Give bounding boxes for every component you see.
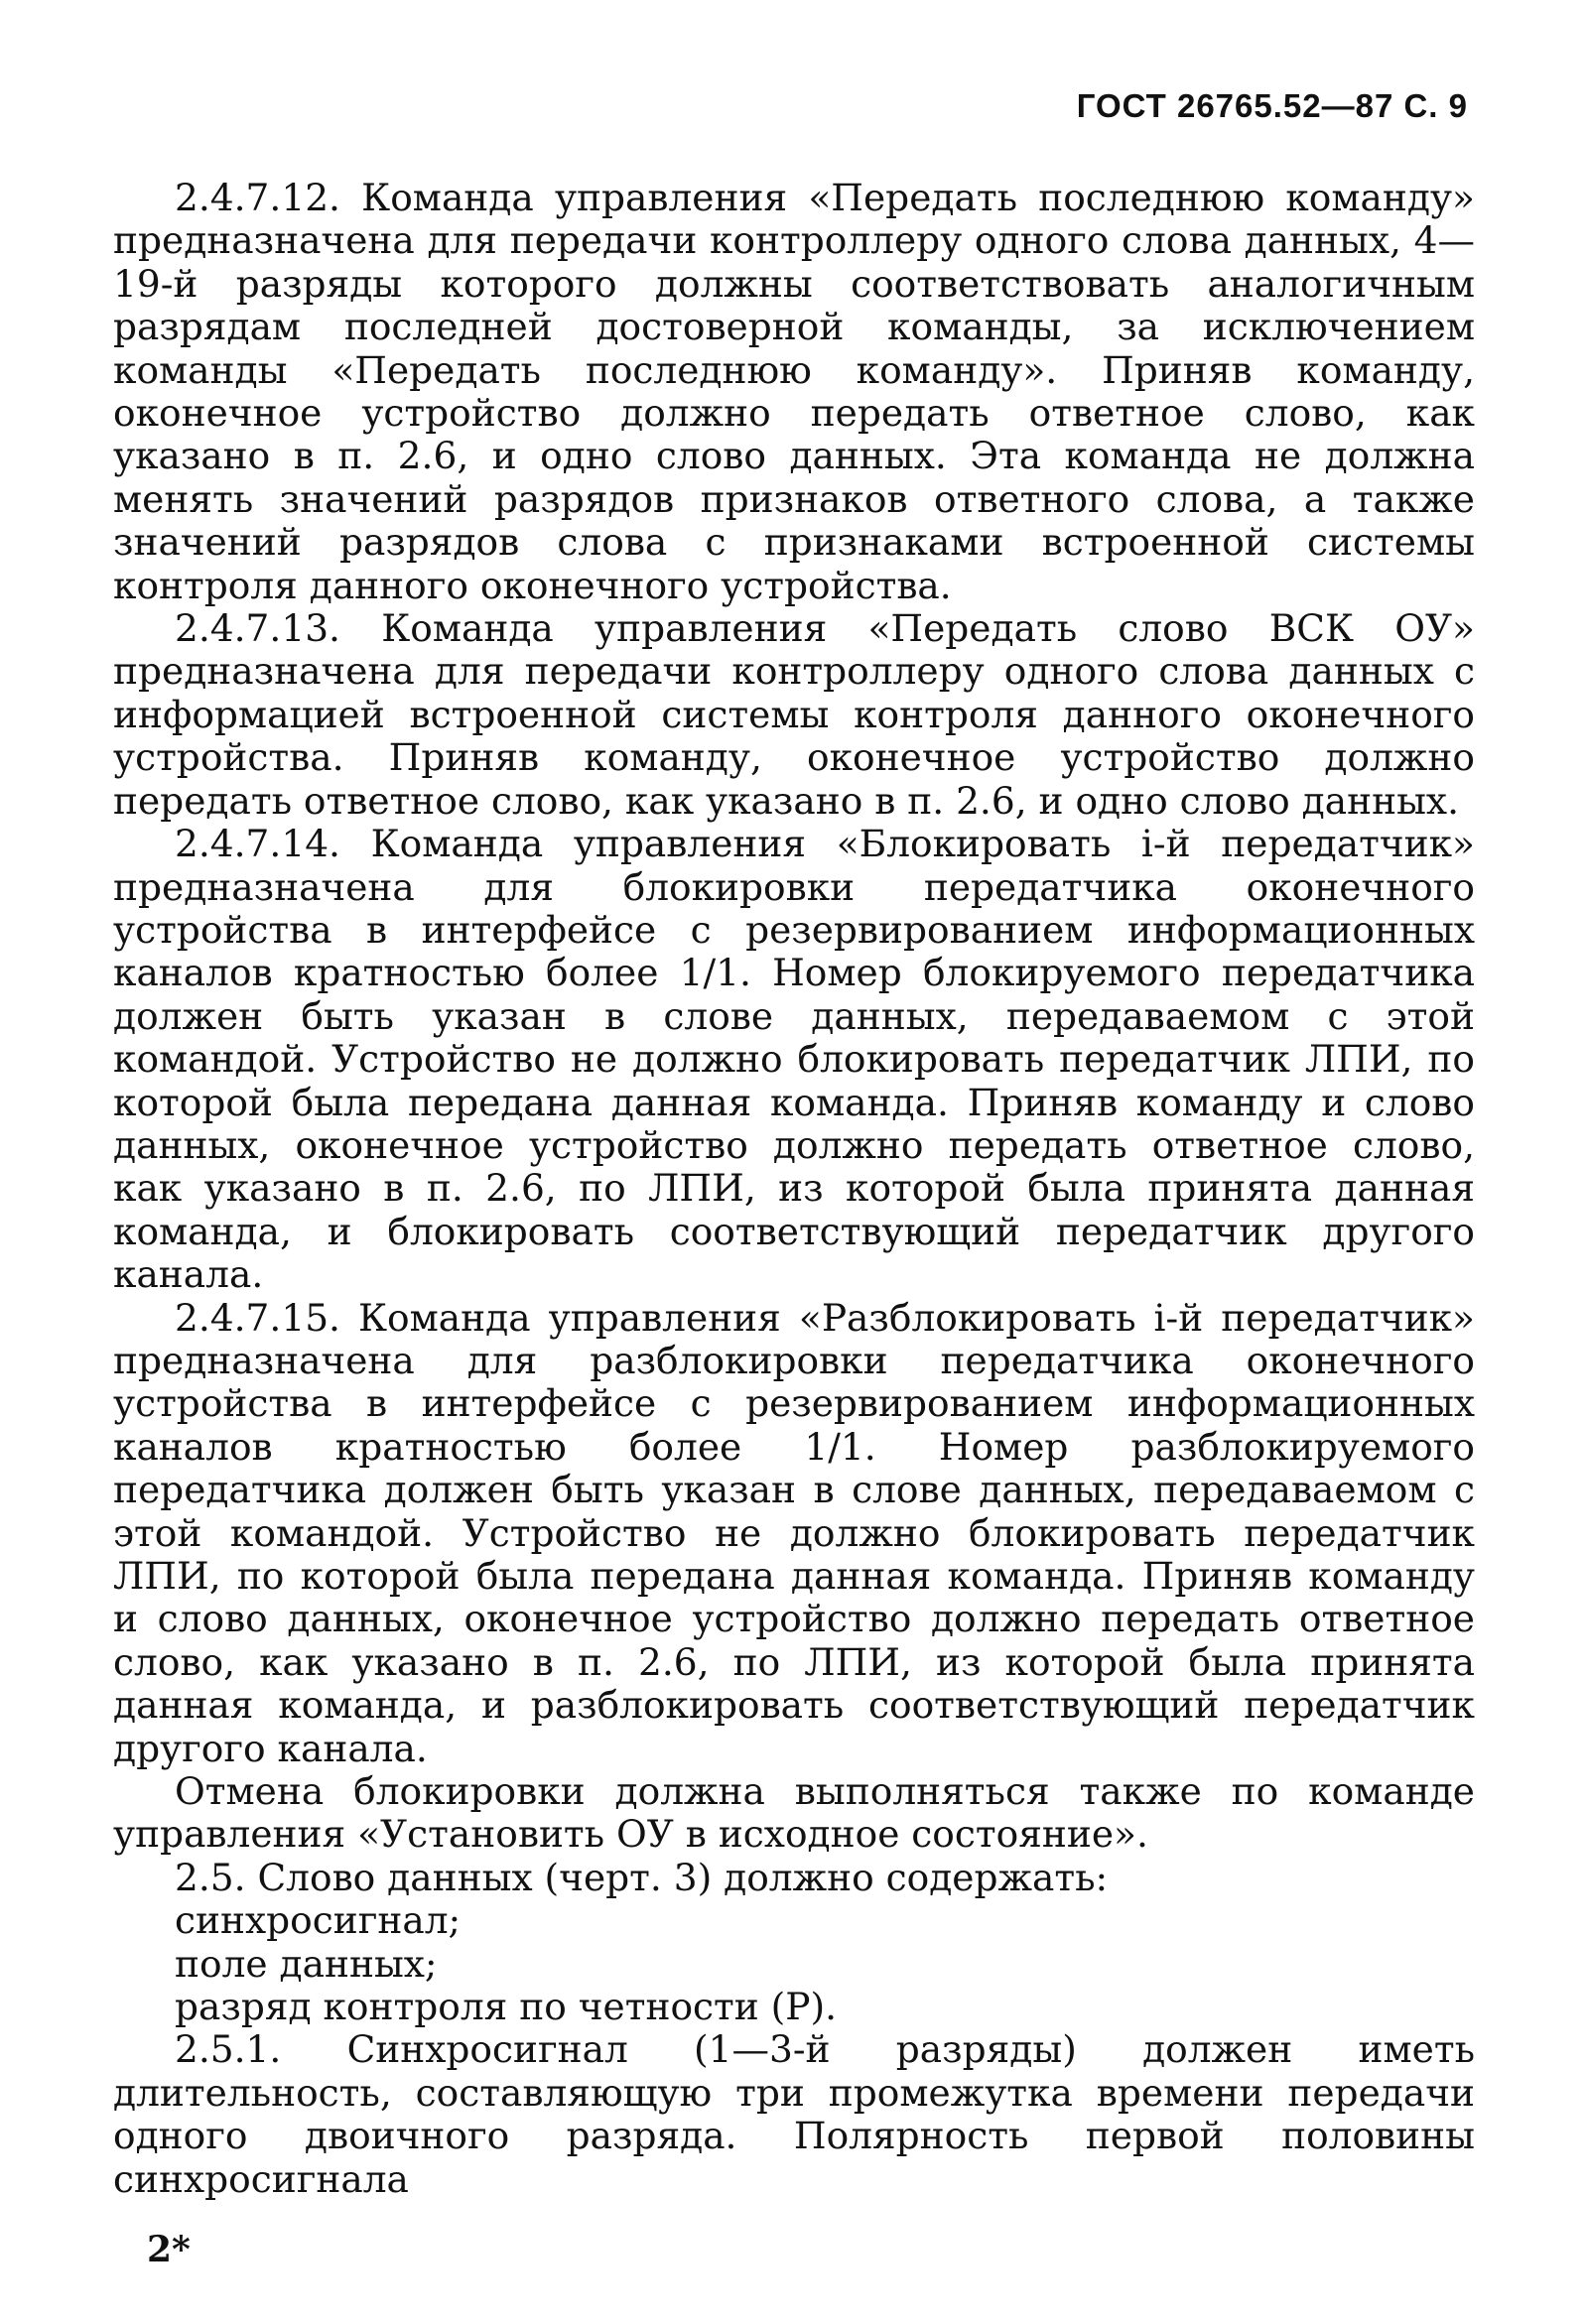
paragraph-2-4-7-13: 2.4.7.13. Команда управления «Передать слово ВСК ОУ» предназначена для передачи контроллеру одного слова данных с информацией встроенной системы контроля данного оконечного устройства. Приняв команду, оконечное устройство должно передать ответное слово, как указано в п. 2.6, и одно слово данных. — [113, 606, 1475, 823]
list-item: разряд контроля по четности (Р). — [175, 1985, 838, 2029]
paragraph-2-4-7-12: 2.4.7.12. Команда управления «Передать последнюю команду» предназначена для передачи контроллеру одного слова данных, 4—19-й разряды которого должны соответствовать аналогичным разрядам последней достоверной команды, за исключением команды «Передать последнюю команду». Приняв команду, оконечное устройство должно передать ответное слово, как указано в п. 2.6, и одно слово данных. Эта команда не должна менять значений разрядов признаков ответного слова, а также значений разрядов слова с признаками встроенной системы контроля данного оконечного устройства. — [113, 176, 1475, 607]
page-header: ГОСТ 26765.52—87 С. 9 — [1076, 87, 1468, 124]
paragraph-2-5: 2.5. Слово данных (черт. 3) должно содержать: — [175, 1855, 1109, 1899]
list-item: синхросигнал; — [175, 1898, 462, 1943]
list-item: поле данных; — [175, 1941, 438, 1986]
signature-mark: 2* — [147, 2229, 191, 2270]
paragraph-2-5-1: 2.5.1. Синхросигнал (1—3-й разряды) должен иметь длительность, составляющую три промежутка времени передачи одного двоичного разряда. Полярность первой половины синхросигнала — [113, 2027, 1475, 2201]
paragraph-2-4-7-15: 2.4.7.15. Команда управления «Разблокировать i-й передатчик» предназначена для разблокировки передатчика оконечного устройства в интерфейсе с резервированием информационных каналов кратностью более 1/1. Номер разблокируемого передатчика должен быть указан в слове данных, передаваемом с этой командой. Устройство не должно блокировать передатчик ЛПИ, по которой была передана данная команда. Приняв команду и слово данных, оконечное устройство должно передать ответное слово, как указано в п. 2.6, по ЛПИ, из которой была принята данная команда, и разблокировать соответствующий передатчик другого канала. — [113, 1295, 1475, 1770]
document-body — [113, 177, 1475, 2201]
paragraph-2-4-7-14: 2.4.7.14. Команда управления «Блокировать i-й передатчик» предназначена для блокировки передатчика оконечного устройства в интерфейсе с резервированием информационных каналов кратностью более 1/1. Номер блокируемого передатчика должен быть указан в слове данных, передаваемом с этой командой. Устройство не должно блокировать передатчик ЛПИ, по которой была передана данная команда. Приняв команду и слово данных, оконечное устройство должно передать ответное слово, как указано в п. 2.6, по ЛПИ, из которой была принята данная команда, и блокировать соответствующий передатчик другого канала. — [113, 822, 1475, 1297]
paragraph-unblocking-note: Отмена блокировки должна выполняться также по команде управления «Установить ОУ в исходное состояние». — [113, 1769, 1475, 1857]
